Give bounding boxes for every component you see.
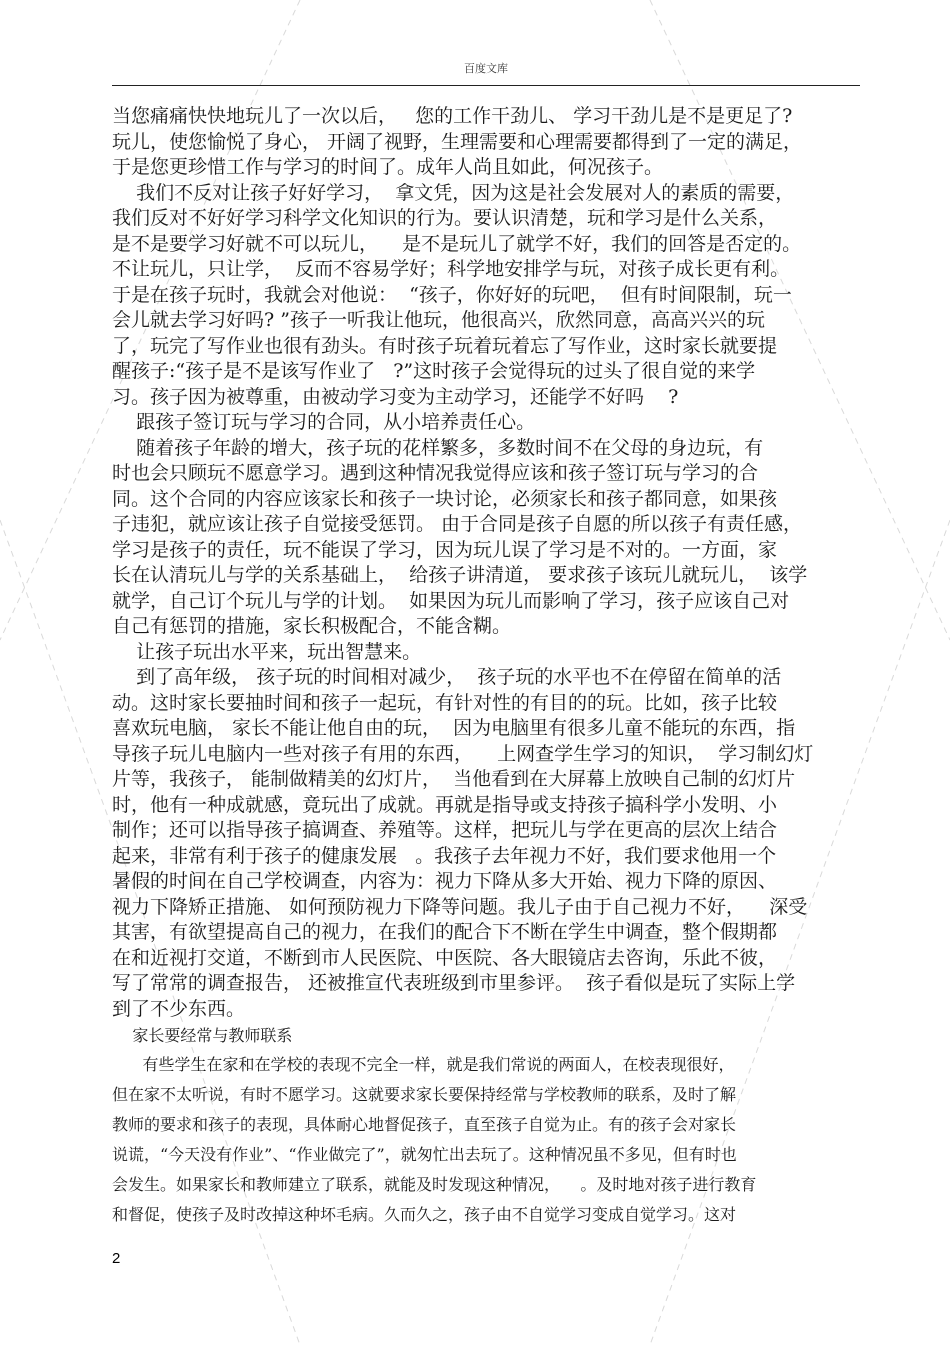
text-line: 视力下降矫正措施、 如何预防视力下降等问题。我儿子由于自己视力不好， 深受 (112, 895, 808, 918)
page-header-title: 百度文库 (464, 62, 508, 75)
text-line: 同。这个合同的内容应该家长和孩子一块讨论，必须家长和孩子都同意，如果孩 (112, 487, 778, 510)
text-line: 导孩子玩儿电脑内一些对孩子有用的东西， 上网查学生学习的知识， 学习制幻灯 (112, 742, 814, 765)
text-line: 时也会只顾玩不愿意学习。遇到这种情况我觉得应该和孩子签订玩与学习的合 (112, 462, 759, 484)
text-line: 当您痛痛快快地玩儿了一次以后， 您的工作干劲儿、 学习干劲儿是不是更足了? (112, 105, 793, 127)
text-line: 和督促，使孩子及时改掉这种坏毛病。久而久之，孩子由不自觉学习变成自觉学习。这对 (112, 1205, 737, 1224)
text-line: 于是在孩子玩时，我就会对他说： “孩子，你好好的玩吧， 但有时间限制，玩一 (112, 283, 792, 306)
secondary-text-block (112, 1050, 872, 1230)
text-line: 跟孩子签订玩与学习的合同，从小培养责任心。 (112, 411, 536, 433)
text-line: 让孩子玩出水平来，玩出智慧来。 (112, 640, 422, 663)
text-line: 子违犯，就应该让孩子自觉接受惩罚。 由于合同是孩子自愿的所以孩子有责任感， (112, 513, 803, 535)
text-line: 就学，自己订个玩儿与学的计划。 如果因为玩儿而影响了学习，孩子应该自己对 (112, 589, 790, 612)
text-line: 了，玩完了写作业也很有劲头。有时孩子玩着玩着忘了写作业，这时家长就要提 (112, 334, 778, 357)
text-line: 玩儿，使您愉悦了身心， 开阔了视野，生理需要和心理需要都得到了一定的满足， (112, 130, 803, 153)
text-line: 其害，有欲望提高自己的视力，在我们的配合下不断在学生中调查，整个假期都 (112, 921, 778, 943)
text-line: 制作；还可以指导孩子搞调查、养殖等。这样，把玩儿与学在更高的层次上结合 (112, 819, 778, 841)
text-line: 是不是要学习好就不可以玩儿， 是不是玩儿了就学不好，我们的回答是否定的。 (112, 232, 802, 255)
text-line: 我们不反对让孩子好好学习， 拿文凭，因为这是社会发展对人的素质的需要， (112, 181, 795, 204)
text-line: 不让玩儿，只让学， 反而不容易学好；科学地安排学与玩，对孩子成长更有利。 (112, 258, 790, 280)
text-line: 随着孩子年龄的增大，孩子玩的花样繁多，多数时间不在父母的身边玩，有 (112, 436, 764, 459)
text-line: 会发生。如果家长和教师建立了联系，就能及时发现这种情况， 。及时地对孩子进行教育 (112, 1175, 757, 1194)
text-line: 片等，我孩子， 能制做精美的幻灯片， 当他看到在大屏幕上放映自己制的幻灯片 (112, 768, 796, 790)
header-divider (112, 85, 860, 86)
document-body (112, 104, 872, 1230)
text-line: 醒孩子:“孩子是不是该写作业了 ?”这时孩子会觉得玩的过头了很自觉的来学 (112, 360, 756, 382)
text-line: 在和近视打交道，不断到市人民医院、中医院、各大眼镜店去咨询，乐此不彼， (112, 946, 778, 969)
text-line: 我们反对不好好学习科学文化知识的行为。要认识清楚，玩和学习是什么关系， (112, 207, 778, 229)
text-line: 暑假的时间在自己学校调查，内容为：视力下降从多大开始、视力下降的原因、 (112, 870, 778, 892)
text-line: 起来，非常有利于孩子的健康发展 。我孩子去年视力不好，我们要求他用一个 (112, 844, 777, 867)
text-line: 自己有惩罚的措施，家长积极配合，不能含糊。 (112, 615, 512, 637)
text-line: 习。孩子因为被尊重，由被动学习变为主动学习，还能学不好吗 ? (112, 385, 679, 408)
main-text-block (112, 104, 872, 1022)
text-line: 有些学生在家和在学校的表现不完全一样，就是我们常说的两面人，在校表现很好， (112, 1055, 735, 1074)
text-line: 喜欢玩电脑， 家长不能让他自由的玩， 因为电脑里有很多儿童不能玩的东西，指 (112, 717, 796, 739)
text-line: 会儿就去学习好吗? ”孩子一听我让他玩，他很高兴，欣然同意，高高兴兴的玩 (112, 309, 765, 331)
text-line: 但在家不太听说，有时不愿学习。这就要求家长要保持经常与学校教师的联系，及时了解 (112, 1085, 737, 1104)
text-line: 到了不少东西。 (112, 997, 246, 1020)
text-line: 长在认清玩儿与学的关系基础上， 给孩子讲清道， 要求孩子该玩儿就玩儿， 该学 (112, 564, 808, 586)
section-heading: 家长要经常与教师联系 (112, 1026, 293, 1045)
text-line: 到了高年级， 孩子玩的时间相对减少， 孩子玩的水平也不在停留在简单的活 (112, 666, 782, 688)
text-line: 于是您更珍惜工作与学习的时间了。成年人尚且如此，何况孩子。 (112, 156, 664, 178)
text-line: 写了常常的调查报告， 还被推宣代表班级到市里参评。 孩子看似是玩了实际上学 (112, 972, 796, 994)
text-line: 教师的要求和孩子的表现，具体耐心地督促孩子，直至孩子自觉为止。有的孩子会对家长 (112, 1115, 737, 1134)
text-line: 说谎，“今天没有作业”、“作业做完了”，就匆忙出去玩了。这种情况虽不多见，但有时也 (112, 1145, 737, 1164)
text-line: 动。这时家长要抽时间和孩子一起玩，有针对性的有目的的玩。比如，孩子比较 (112, 691, 778, 714)
text-line: 学习是孩子的责任，玩不能误了学习，因为玩儿误了学习是不对的。一方面，家 (112, 538, 778, 561)
text-line: 时，他有一种成就感，竟玩出了成就。再就是指导或支持孩子搞科学小发明、小 (112, 793, 778, 816)
page-number: 2 (112, 1250, 121, 1267)
